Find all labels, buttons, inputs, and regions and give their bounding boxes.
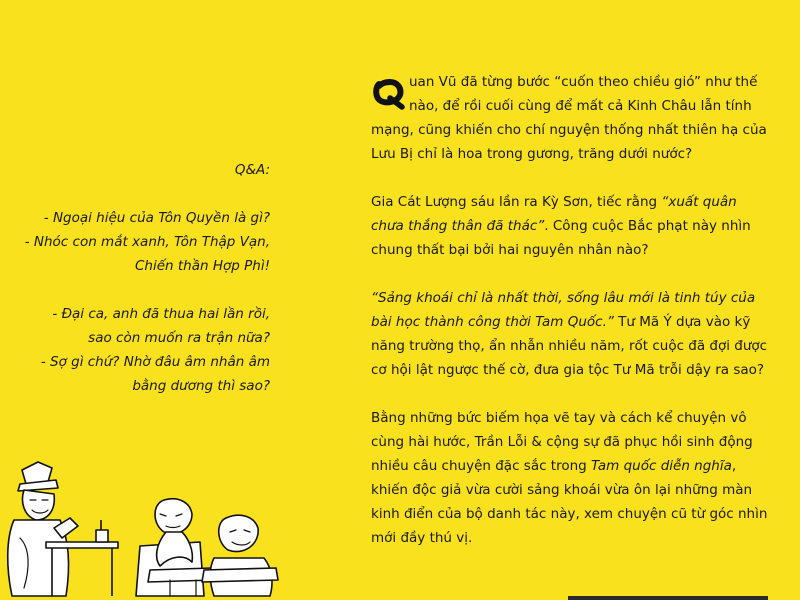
paragraph-2-end: . Công cuộc Bắc phạt này nhìn chung thất bại bởi hai nguyên nhân nào? (371, 218, 751, 258)
body-text (371, 70, 771, 574)
paragraph-3-quote: “Sảng khoái chỉ là nhất thời, sống lâu mới là tinh túy của bài học thành công thời Tam Quốc.” (371, 290, 756, 330)
qa-line: - Ngoại hiệu của Tôn Quyền là gì? (43, 210, 270, 226)
paragraph-4-title: Tam quốc diễn nghĩa (591, 458, 732, 474)
paragraph-2-start: Gia Cát Lượng sáu lần ra Kỳ Sơn, tiếc rằng (371, 194, 662, 210)
paragraph-2-quote: “xuất quân chưa thắng thân đã thác” (371, 194, 737, 234)
three-kingdoms-cartoon-figures-icon (0, 458, 285, 600)
qa-block-1 (20, 206, 270, 278)
paragraph-1 (371, 70, 771, 166)
qa-block-2 (20, 302, 270, 398)
qa-line: sao còn muốn ra trận nữa? (88, 330, 270, 346)
qa-line: bằng dương thì sao? (132, 378, 270, 394)
paragraph-4-start: Bằng những bức biếm họa vẽ tay và cách kể chuyện vô cùng hài hước, Trần Lỗi & cộng sự đã phục hồi sinh động nhiều câu chuyện đặc sắc trong (371, 410, 753, 474)
dropcap-letter: Q (371, 74, 372, 75)
qa-line: - Đại ca, anh đã thua hai lần rồi, (52, 306, 270, 322)
page-divider (568, 596, 768, 600)
paragraph-2 (371, 190, 771, 262)
paragraph-3 (371, 286, 771, 382)
brush-q-letter-icon (371, 74, 405, 110)
paragraph-1-text: uan Vũ đã từng bước “cuốn theo chiều gió” như thế nào, để rồi cuối cùng để mất cả Kinh Châu lẫn tính mạng, cũng khiến cho chí nguyện thống nhất thiên hạ của Lưu Bị chỉ là hoa trong gương, trăng dưới nước? (371, 74, 767, 162)
qa-line: - Sợ gì chứ? Nhờ đâu âm nhân âm (40, 354, 270, 370)
qa-line: Chiến thần Hợp Phì! (135, 258, 270, 274)
qa-title: Q&A: (234, 162, 270, 178)
qa-line: - Nhóc con mắt xanh, Tôn Thập Vạn, (24, 234, 270, 250)
paragraph-3-end: Tư Mã Ý dựa vào kỹ năng trường thọ, ẩn nhẫn nhiều năm, rốt cuộc đã đợi được cơ hội lật ngược thế cờ, đưa gia tộc Tư Mã trỗi dậy ra sao? (371, 314, 768, 378)
paragraph-4 (371, 406, 771, 550)
paragraph-4-end: , khiến độc giả vừa cười sảng khoái vừa ôn lại những màn kinh điển của bộ danh tác này, xem chuyện cũ từ góc nhìn mới đầy thú vị. (371, 458, 768, 546)
qa-section (20, 158, 270, 422)
